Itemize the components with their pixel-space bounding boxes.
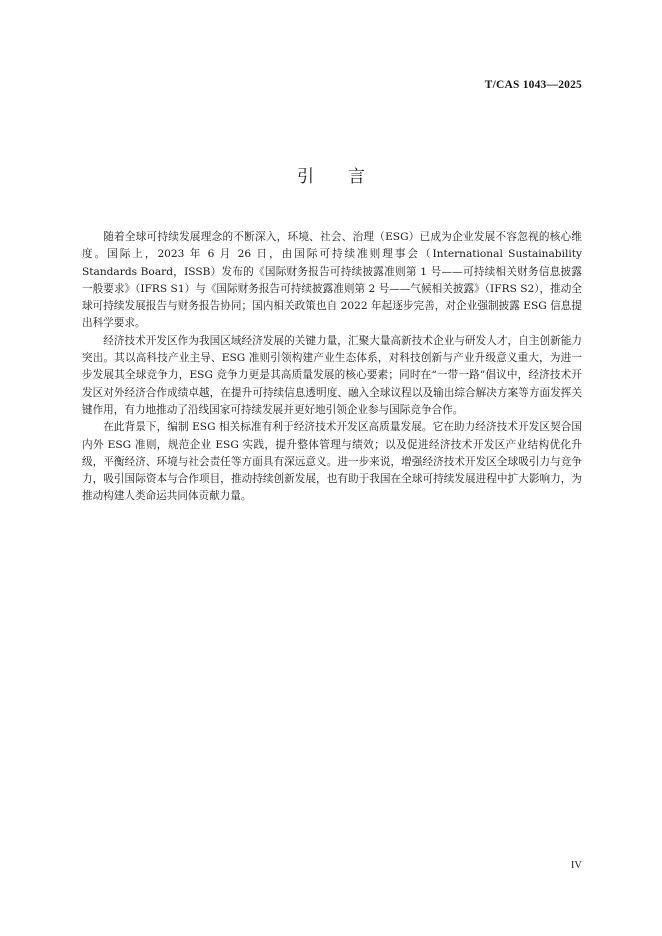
paragraph-2: 经济技术开发区作为我国区域经济发展的关键力量，汇聚大量高新技术企业与研发人才，自主创新能力突出。其以高科技产业主导、ESG 准则引领构建产业生态体系，对科技创新与产业升级意义重大，为进一步发展其全球竞争力，ESG 竞争力更是其高质量发展的核心要素；同时在“一带一路”倡议中，经济技术开发区对外经济合作成绩卓越，在提升可持续信息透明度、融入全球议程以及输出综合解决方案等方面发挥关键作用，有力地推动了沿线国家可持续发展并更好地引领企业参与国际竞争合作。 [82, 334, 582, 416]
document-body [82, 229, 582, 506]
paragraph-3: 在此背景下，编制 ESG 相关标准有利于经济技术开发区高质量发展。它在助力经济技术开发区契合国内外 ESG 准则，规范企业 ESG 实践，提升整体管理与绩效；以及促进经济技术开发区产业结构优化升级，平衡经济、环境与社会责任等方面具有深远意义。进一步来说，增强经济技术开发区全球吸引力与竞争力，吸引国际资本与合作项目，推动持续创新发展，也有助于我国在全球可持续发展进程中扩大影响力，为推动构建人类命运共同体贡献力量。 [82, 421, 582, 503]
page-title: 引言 [297, 167, 399, 187]
standard-code: T/CAS 1043—2025 [484, 79, 582, 91]
paragraph-1: 随着全球可持续发展理念的不断深入，环境、社会、治理（ESG）已成为企业发展不容忽视的核心维度。国际上，2023 年 6 月 26 日，由国际可持续准则理事会（International Sustainability Standards Board，ISSB）发布的《国际财务报告可持续披露准则第 1 号——可持续相关财务信息披露一般要求》（IFRS S1）与《国际财务报告可持续披露准则第 2 号——气候相关披露》（IFRS S2），推动全球可持续发展报告与财务报告协同；国内相关政策也自 2022 年起逐步完善，对企业强制披露 ESG 信息提出科学要求。 [82, 231, 582, 330]
page-number: IV [570, 860, 582, 871]
